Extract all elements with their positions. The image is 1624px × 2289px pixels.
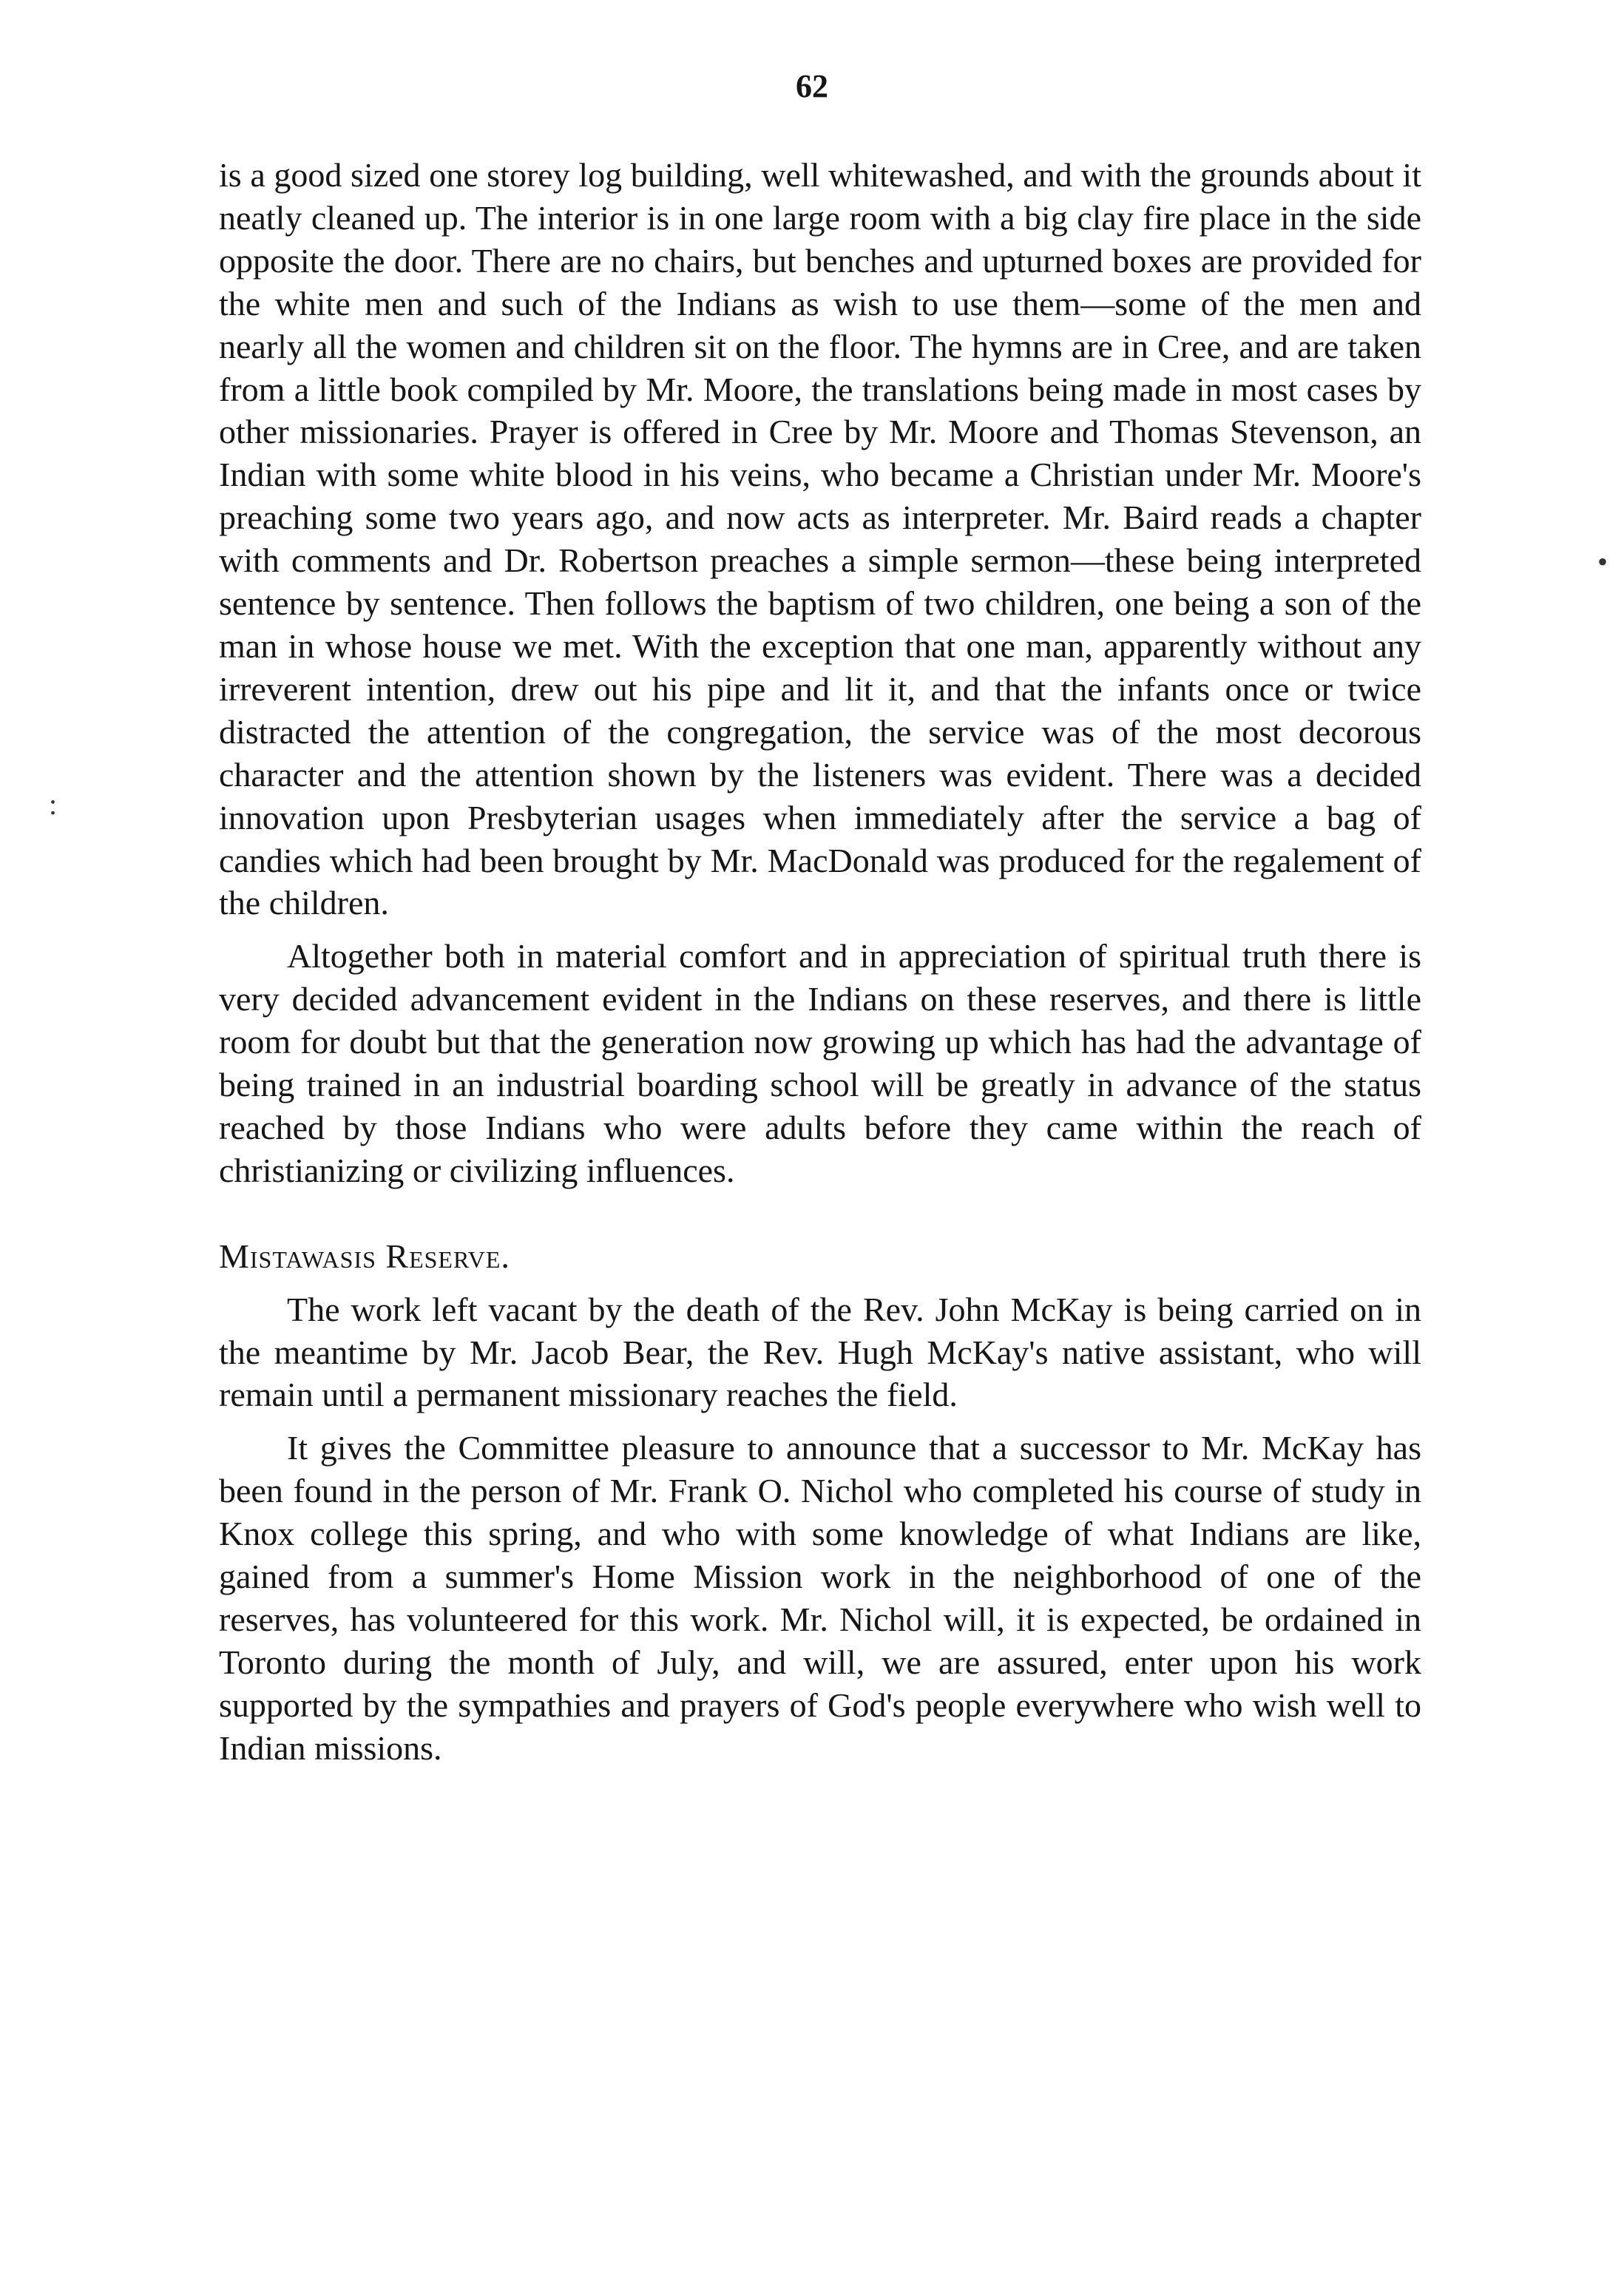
body-text <box>219 154 1421 1770</box>
paragraph-altogether: Altogether both in material comfort and in appreciation of spiritual truth there is very decided advancement evident in the Indians on these reserves, and there is little room for doubt but that the generation now growing up which has had the advantage of being trained in an industrial boarding school will be greatly in advance of the status reached by those Indians who were adults before they came within the reach of christianizing or civilizing influences. <box>219 937 1421 1189</box>
section-heading: Mistawasis Reserve. <box>219 1237 510 1275</box>
paragraph-continued: is a good sized one storey log building, well whitewashed, and with the grounds about it neatly cleaned up. The interior is in one large room with a big clay fire place in the side opposite the door. There are no chairs, but benches and upturned boxes are provided for the white men and such of the Indians as wish to use them—some of the men and nearly all the women and children sit on the floor. The hymns are in Cree, and are taken from a little book compiled by Mr. Moore, the translations being made in most cases by other missionaries. Prayer is offered in Cree by Mr. Moore and Thomas Stevenson, an Indian with some white blood in his veins, who became a Christian under Mr. Moore's preaching some two years ago, and now acts as interpreter. Mr. Baird reads a chapter with comments and Dr. Robertson preaches a simple sermon—these being interpreted sentence by sentence. Then follows the baptism of two children, one being a son of the man in whose house we met. With the exception that one man, apparently without any irreverent intention, drew out his pipe and lit it, and that the infants once or twice distracted the attention of the congregation, the service was of the most decorous character and the attention shown by the listeners was evident. There was a decided innovation upon Presbyterian usages when immediately after the service a bag of candies which had been brought by Mr. MacDonald was produced for the regalement of the children. <box>219 156 1421 922</box>
page-number: 62 <box>796 68 828 104</box>
paragraph-successor: It gives the Committee pleasure to announce that a successor to Mr. McKay has been found in the person of Mr. Frank O. Nichol who completed his course of study in Knox college this spring, and who with some knowledge of what Indians are like, gained from a summer's Home Mission work in the neighborhood of one of the reserves, has volunteered for this work. Mr. Nichol will, it is expected, be ordained in Toronto during the month of July, and will, we are assured, enter upon his work supported by the sympathies and prayers of God's people everywhere who wish well to Indian missions. <box>219 1429 1421 1767</box>
paragraph-work-left-vacant: The work left vacant by the death of the Rev. John McKay is being carried on in the meantime by Mr. Jacob Bear, the Rev. Hugh McKay's native assistant, who will remain until a permanent missionary reaches the field. <box>219 1290 1421 1414</box>
left-margin-mark: : <box>49 788 58 821</box>
right-margin-mark: • <box>1597 545 1608 578</box>
